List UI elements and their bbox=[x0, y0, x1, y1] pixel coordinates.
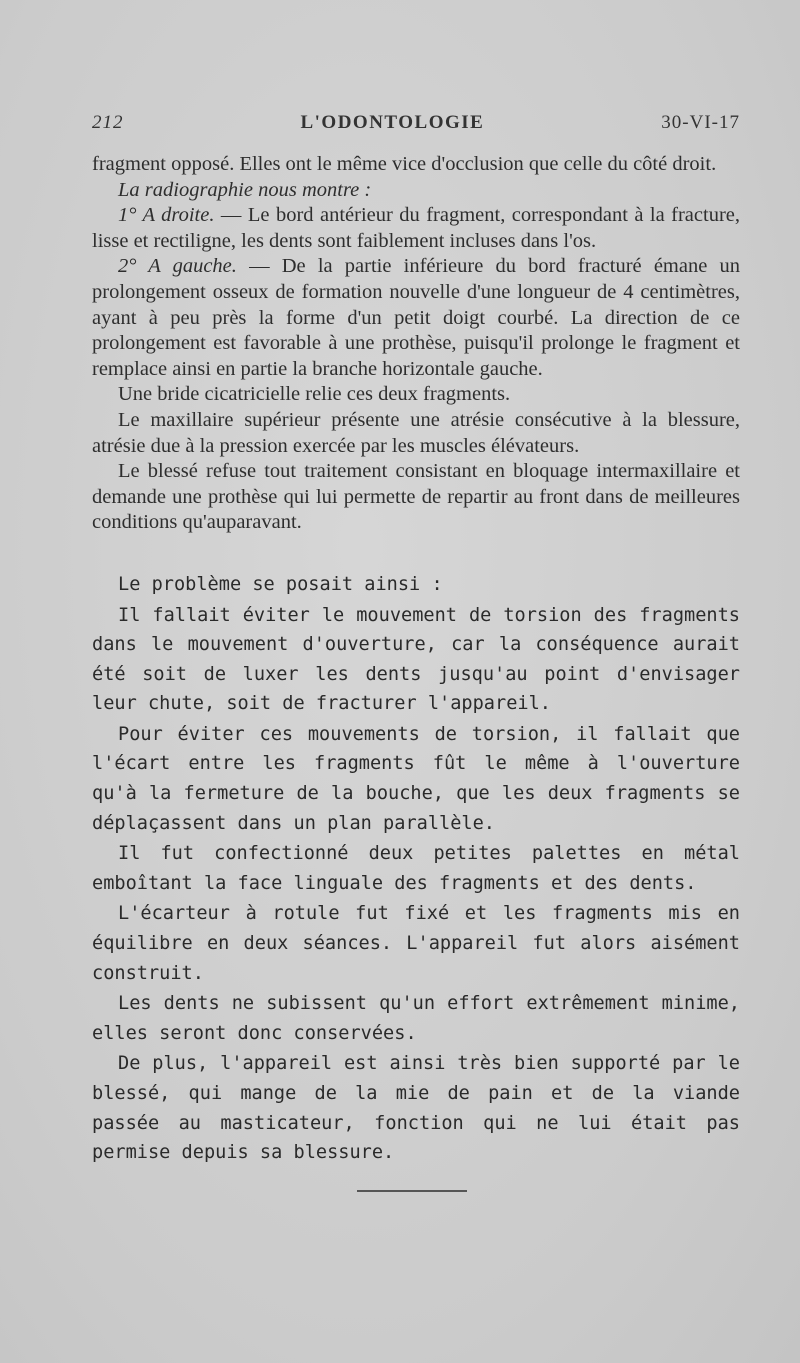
paragraph: Le maxillaire supérieur présente une atrésie consécutive à la blessure, atrésie due à la pression exercée par les muscles élévateurs. bbox=[92, 408, 740, 457]
right-side-label: 1° A droite. bbox=[118, 204, 215, 227]
paragraph: fragment opposé. Elles ont le même vice d'occlusion que celle du côté droit. bbox=[92, 153, 717, 175]
journal-title: L'ODONTOLOGIE bbox=[300, 112, 485, 133]
paragraph: L'écarteur à rotule fut fixé et les fragments mis en équilibre en deux séances. L'appareil fut alors aisément construit. bbox=[92, 903, 740, 984]
treatment-discussion bbox=[92, 570, 740, 1168]
paragraph: Il fallait éviter le mouvement de torsion des fragments dans le mouvement d'ouverture, car la conséquence aurait été soit de luxer les dents jusqu'au point d'envisager leur chute, soit de fracturer l'appareil. bbox=[92, 604, 740, 715]
paragraph: Le blessé refuse tout traitement consistant en bloquage intermaxillaire et demande une prothèse qui lui permette de repartir au front dans de meilleures conditions qu'auparavant. bbox=[92, 460, 740, 534]
paragraph bbox=[92, 178, 740, 204]
issue-date: 30-VI-17 bbox=[661, 112, 740, 133]
page bbox=[92, 112, 740, 1192]
radiography-heading: La radiographie nous montre : bbox=[118, 178, 372, 201]
page-number: 212 bbox=[92, 112, 124, 133]
left-side-text: — De la partie inférieure du bord fracturé émane un prolongement osseux de formation nouvelle d'une longueur de 4 centimètres, ayant à peu près la forme d'un petit doigt courbé. La direction de ce prolongement est favorable à une prothèse, puisqu'il prolonge le fragment et remplace ainsi en partie la branche horizontale gauche. bbox=[92, 255, 740, 380]
paragraph: Une bride cicatricielle relie ces deux fragments. bbox=[118, 383, 511, 406]
case-description bbox=[92, 152, 740, 536]
paragraph: Il fut confectionné deux petites palettes en métal emboîtant la face linguale des fragments et des dents. bbox=[92, 843, 740, 894]
left-side-label: 2° A gauche. bbox=[118, 255, 237, 278]
right-side-text: — Le bord antérieur du fragment, correspondant à la fracture, lisse et rectiligne, les dents sont faiblement incluses dans l'os. bbox=[92, 204, 740, 252]
paragraph: Les dents ne subissent qu'un effort extrêmement minime, elles seront donc conservées. bbox=[92, 993, 740, 1044]
paragraph: De plus, l'appareil est ainsi très bien supporté par le blessé, qui mange de la mie de pain et de la viande passée au masticateur, fonction qui ne lui était pas permise depuis sa blessure. bbox=[92, 1053, 740, 1164]
section-divider bbox=[357, 1190, 467, 1192]
paragraph: Pour éviter ces mouvements de torsion, il fallait que l'écart entre les fragments fût le même à l'ouverture qu'à la fermeture de la bouche, que les deux fragments se déplaçassent dans un plan parallèle. bbox=[92, 723, 740, 834]
running-head bbox=[92, 112, 740, 152]
paragraph-left-side bbox=[92, 254, 740, 382]
paragraph-right-side bbox=[92, 203, 740, 254]
paragraph: Le problème se posait ainsi : bbox=[118, 573, 443, 595]
